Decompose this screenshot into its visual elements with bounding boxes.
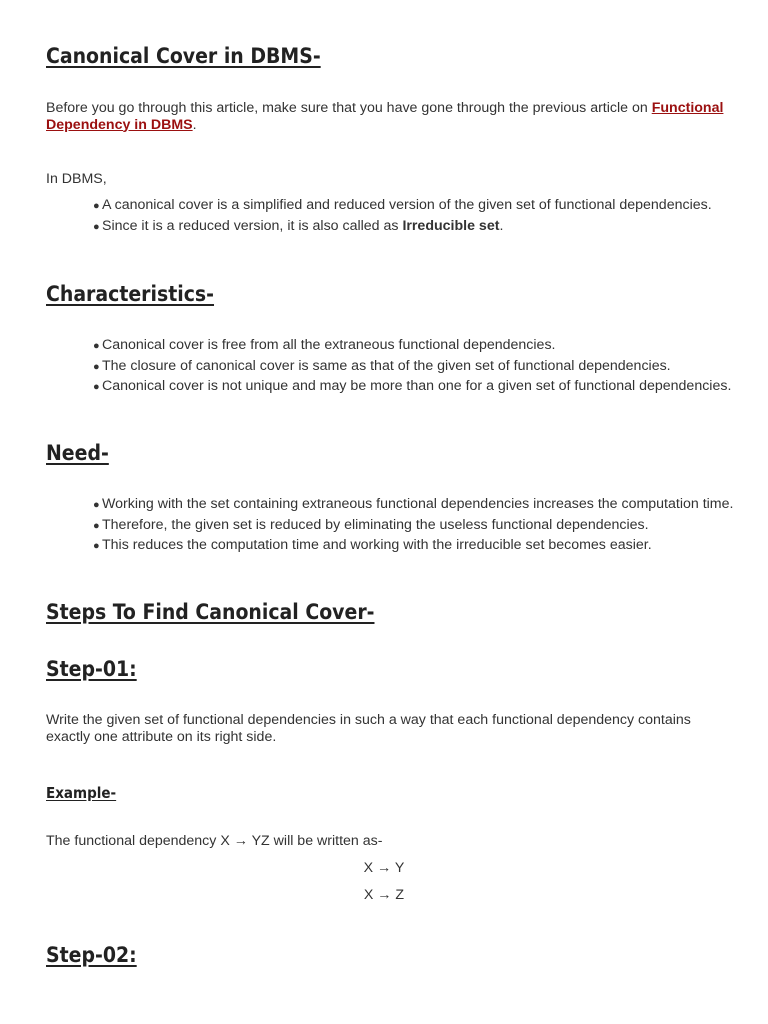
list-item: ● The closure of canonical cover is same as that of the given set of functional dependencies.: [93, 357, 671, 374]
steps-heading: Steps To Find Canonical Cover-: [46, 600, 375, 624]
definition-list: [84, 197, 734, 238]
intro-period: .: [192, 116, 197, 133]
example-result-2: X → Z: [363, 887, 405, 903]
example-heading: Example-: [46, 784, 117, 802]
need-heading: Need-: [46, 441, 109, 465]
bullet-icon: ●: [93, 499, 100, 511]
irreducible-set-term: Irreducible set: [402, 217, 500, 234]
example-text: The functional dependency X → YZ will be written as-: [46, 833, 383, 849]
need-list: [84, 496, 734, 558]
intro-paragraph: [46, 100, 736, 133]
bullet-icon: ●: [93, 519, 100, 532]
in-dbms-text: In DBMS,: [46, 171, 107, 187]
step-02-heading: Step-02:: [46, 943, 137, 967]
list-item: ● A canonical cover is a simplified and reduced version of the given set of functional dependencies.: [93, 197, 712, 213]
characteristics-list: [84, 337, 734, 399]
list-item: ● Since it is a reduced version, it is also called as Irreducible set.: [93, 217, 504, 234]
step-01-heading: Step-01:: [46, 657, 137, 681]
canonical-cover-heading: Canonical Cover in DBMS-: [46, 44, 321, 68]
list-item: ● This reduces the computation time and working with the irreducible set becomes easier.: [93, 537, 652, 553]
bullet-icon: ●: [93, 200, 100, 212]
list-item: ● Canonical cover is free from all the extraneous functional dependencies.: [93, 337, 556, 353]
bullet-icon: ●: [93, 220, 100, 233]
bullet-icon: ●: [93, 540, 100, 552]
bullet-icon: ●: [93, 340, 100, 352]
bullet-icon: ●: [93, 381, 100, 393]
step-01-text: Write the given set of functional dependencies in such a way that each functional dependency contains exactly one attribute on its right side.: [46, 712, 691, 745]
intro-text: Before you go through this article, make sure that you have gone through the previous article on: [46, 100, 652, 116]
characteristics-heading: Characteristics-: [46, 282, 215, 306]
bullet-icon: ●: [93, 360, 100, 373]
list-item: ● Working with the set containing extraneous functional dependencies increases the computation time.: [93, 496, 734, 512]
list-item: ● Therefore, the given set is reduced by eliminating the useless functional dependencies.: [93, 516, 649, 533]
functional-dependency-link[interactable]: Functional Dependency in DBMS: [46, 100, 724, 133]
example-result-1: X → Y: [363, 860, 405, 876]
list-item: ● Canonical cover is not unique and may be more than one for a given set of functional dependencies.: [93, 378, 732, 394]
